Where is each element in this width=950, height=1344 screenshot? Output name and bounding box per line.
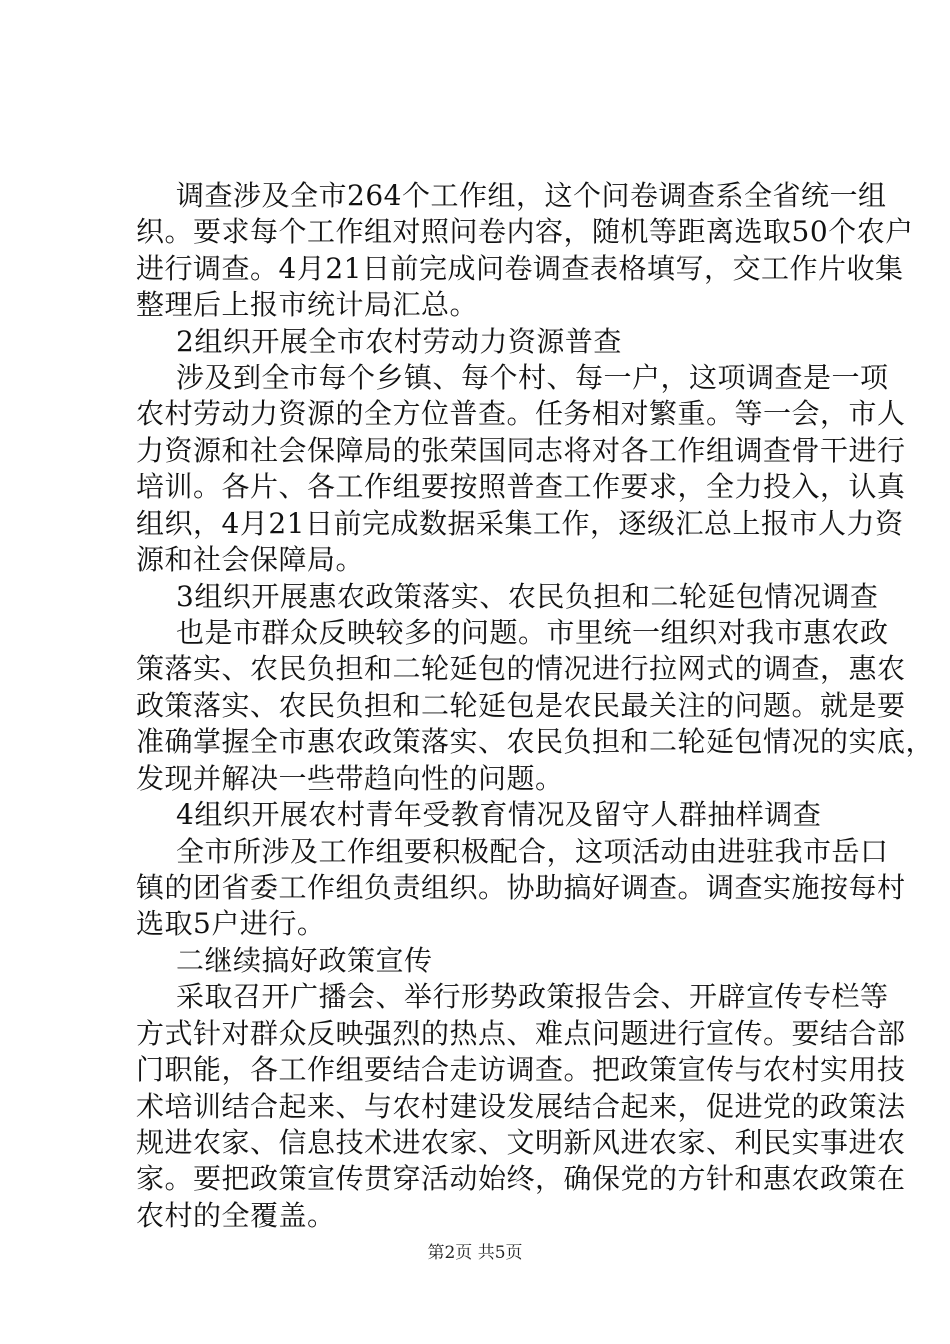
text-line: 选取5户进行。 bbox=[136, 907, 326, 940]
text-line: 整理后上报市统计局汇总。 bbox=[136, 288, 479, 321]
text-line: 准确掌握全市惠农政策落实、农民负担和二轮延包情况的实底， bbox=[136, 725, 935, 758]
text-line: 农村劳动力资源的全方位普查。任务相对繁重。等一会，市人 bbox=[136, 397, 906, 430]
text-line: 政策落实、农民负担和二轮延包是农民最关注的问题。就是要 bbox=[136, 689, 906, 722]
text-line: 方式针对群众反映强烈的热点、难点问题进行宣传。要结合部 bbox=[136, 1017, 906, 1050]
text-line: 门职能，各工作组要结合走访调查。把政策宣传与农村实用技 bbox=[136, 1053, 906, 1086]
text-line: 力资源和社会保障局的张荣国同志将对各工作组调查骨干进行 bbox=[136, 434, 906, 467]
text-line: 采取召开广播会、举行形势政策报告会、开辟宣传专栏等 bbox=[176, 980, 889, 1013]
text-line: 调查涉及全市264个工作组，这个问卷调查系全省统一组 bbox=[176, 179, 887, 212]
section-heading: 3组织开展惠农政策落实、农民负担和二轮延包情况调查 bbox=[176, 580, 879, 613]
section-heading: 4组织开展农村青年受教育情况及留守人群抽样调查 bbox=[176, 798, 822, 831]
text-line: 组织，4月21日前完成数据采集工作，逐级汇总上报市人力资 bbox=[136, 507, 904, 540]
text-line: 源和社会保障局。 bbox=[136, 543, 365, 576]
section-heading: 2组织开展全市农村劳动力资源普查 bbox=[176, 325, 622, 358]
text-line: 也是市群众反映较多的问题。市里统一组织对我市惠农政 bbox=[176, 616, 889, 649]
text-line: 织。要求每个工作组对照问卷内容，随机等距离选取50个农户 bbox=[136, 215, 914, 248]
text-line: 农村的全覆盖。 bbox=[136, 1199, 336, 1232]
text-line: 策落实、农民负担和二轮延包的情况进行拉网式的调查，惠农 bbox=[136, 652, 906, 685]
text-line: 规进农家、信息技术进农家、文明新风进农家、利民实事进农 bbox=[136, 1126, 906, 1159]
text-line: 全市所涉及工作组要积极配合，这项活动由进驻我市岳口 bbox=[176, 835, 889, 868]
section-heading: 二继续搞好政策宣传 bbox=[176, 944, 433, 977]
text-line: 家。要把政策宣传贯穿活动始终，确保党的方针和惠农政策在 bbox=[136, 1162, 906, 1195]
text-line: 进行调查。4月21日前完成问卷调查表格填写，交工作片收集 bbox=[136, 252, 904, 285]
text-line: 培训。各片、各工作组要按照普查工作要求，全力投入，认真 bbox=[136, 470, 906, 503]
page-footer: 第2页 共5页 bbox=[427, 1243, 523, 1263]
text-line: 发现并解决一些带趋向性的问题。 bbox=[136, 762, 564, 795]
text-line: 镇的团省委工作组负责组织。协助搞好调查。调查实施按每村 bbox=[136, 871, 906, 904]
text-line: 涉及到全市每个乡镇、每个村、每一户，这项调查是一项 bbox=[176, 361, 889, 394]
text-line: 术培训结合起来、与农村建设发展结合起来，促进党的政策法 bbox=[136, 1090, 906, 1123]
